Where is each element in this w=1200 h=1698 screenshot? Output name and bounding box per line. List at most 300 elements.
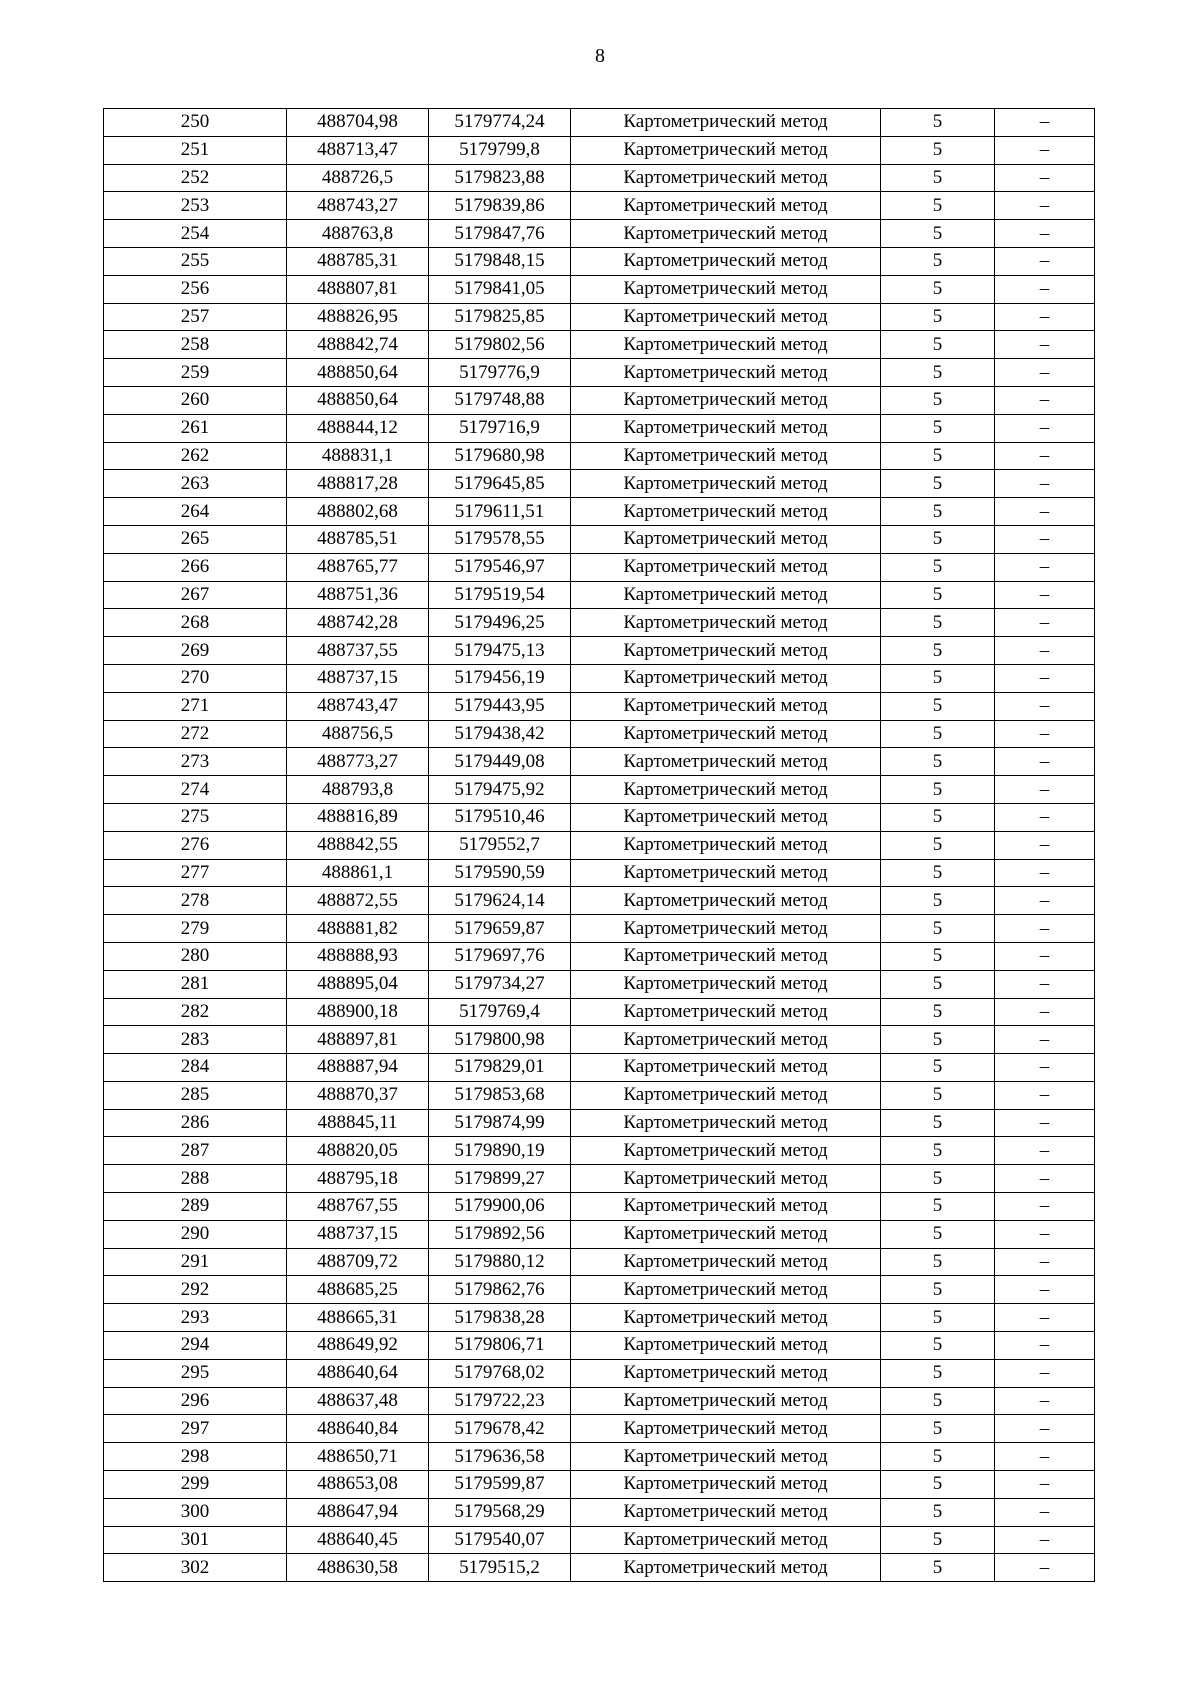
cell-accuracy: 5 [881,164,995,192]
cell-coordinate-x: 488640,84 [287,1415,429,1443]
cell-accuracy: 5 [881,748,995,776]
cell-coordinate-x: 488816,89 [287,803,429,831]
cell-accuracy: 5 [881,803,995,831]
cell-accuracy: 5 [881,776,995,804]
cell-point-number: 265 [104,525,287,553]
cell-note: – [995,136,1095,164]
cell-note: – [995,303,1095,331]
cell-accuracy: 5 [881,470,995,498]
cell-note: – [995,942,1095,970]
cell-method: Картометрический метод [571,859,881,887]
cell-method: Картометрический метод [571,192,881,220]
table-row [104,331,1095,359]
cell-accuracy: 5 [881,442,995,470]
cell-point-number: 282 [104,998,287,1026]
cell-point-number: 272 [104,720,287,748]
cell-method: Картометрический метод [571,831,881,859]
cell-accuracy: 5 [881,1526,995,1554]
cell-note: – [995,859,1095,887]
table-row [104,220,1095,248]
cell-note: – [995,1248,1095,1276]
cell-method: Картометрический метод [571,803,881,831]
cell-method: Картометрический метод [571,664,881,692]
cell-note: – [995,970,1095,998]
cell-coordinate-y: 5179519,54 [429,581,571,609]
cell-coordinate-y: 5179475,92 [429,776,571,804]
cell-coordinate-x: 488704,98 [287,109,429,137]
cell-coordinate-x: 488773,27 [287,748,429,776]
cell-point-number: 302 [104,1554,287,1582]
cell-coordinate-x: 488831,1 [287,442,429,470]
cell-method: Картометрический метод [571,247,881,275]
cell-coordinate-x: 488844,12 [287,414,429,442]
cell-accuracy: 5 [881,1332,995,1360]
cell-point-number: 297 [104,1415,287,1443]
table-row [104,609,1095,637]
cell-accuracy: 5 [881,1498,995,1526]
table-row [104,470,1095,498]
cell-method: Картометрический метод [571,1359,881,1387]
cell-note: – [995,1443,1095,1471]
cell-coordinate-x: 488872,55 [287,887,429,915]
table-row [104,1443,1095,1471]
table-row [104,1054,1095,1082]
cell-coordinate-y: 5179802,56 [429,331,571,359]
table-row [104,1220,1095,1248]
cell-accuracy: 5 [881,831,995,859]
cell-coordinate-y: 5179456,19 [429,664,571,692]
cell-accuracy: 5 [881,220,995,248]
cell-accuracy: 5 [881,192,995,220]
cell-coordinate-x: 488870,37 [287,1081,429,1109]
cell-accuracy: 5 [881,553,995,581]
cell-note: – [995,581,1095,609]
cell-coordinate-x: 488640,64 [287,1359,429,1387]
cell-coordinate-x: 488751,36 [287,581,429,609]
table-row [104,386,1095,414]
cell-note: – [995,1276,1095,1304]
cell-coordinate-x: 488653,08 [287,1471,429,1499]
cell-point-number: 268 [104,609,287,637]
cell-point-number: 300 [104,1498,287,1526]
cell-coordinate-y: 5179862,76 [429,1276,571,1304]
cell-point-number: 298 [104,1443,287,1471]
cell-point-number: 287 [104,1137,287,1165]
cell-coordinate-x: 488881,82 [287,915,429,943]
cell-accuracy: 5 [881,942,995,970]
cell-note: – [995,192,1095,220]
cell-coordinate-x: 488743,47 [287,692,429,720]
cell-coordinate-y: 5179496,25 [429,609,571,637]
cell-method: Картометрический метод [571,525,881,553]
cell-coordinate-y: 5179568,29 [429,1498,571,1526]
table-row [104,1471,1095,1499]
coordinates-table-body [104,109,1095,1582]
cell-accuracy: 5 [881,414,995,442]
cell-point-number: 255 [104,247,287,275]
cell-coordinate-y: 5179841,05 [429,275,571,303]
cell-method: Картометрический метод [571,164,881,192]
cell-point-number: 292 [104,1276,287,1304]
cell-accuracy: 5 [881,1359,995,1387]
cell-coordinate-x: 488737,15 [287,664,429,692]
cell-note: – [995,247,1095,275]
cell-accuracy: 5 [881,637,995,665]
cell-note: – [995,359,1095,387]
page-number: 8 [595,45,605,67]
table-row [104,637,1095,665]
cell-coordinate-y: 5179438,42 [429,720,571,748]
cell-accuracy: 5 [881,1304,995,1332]
cell-accuracy: 5 [881,1248,995,1276]
cell-method: Картометрический метод [571,1498,881,1526]
cell-method: Картометрический метод [571,1332,881,1360]
cell-coordinate-y: 5179515,2 [429,1554,571,1582]
cell-coordinate-y: 5179599,87 [429,1471,571,1499]
cell-point-number: 257 [104,303,287,331]
cell-note: – [995,1026,1095,1054]
table-row [104,359,1095,387]
table-row [104,1526,1095,1554]
cell-method: Картометрический метод [571,1526,881,1554]
cell-note: – [995,1193,1095,1221]
coordinates-table [103,108,1095,1582]
table-row [104,887,1095,915]
cell-accuracy: 5 [881,692,995,720]
cell-method: Картометрический метод [571,915,881,943]
cell-coordinate-y: 5179800,98 [429,1026,571,1054]
cell-note: – [995,1471,1095,1499]
cell-coordinate-x: 488826,95 [287,303,429,331]
cell-coordinate-y: 5179590,59 [429,859,571,887]
cell-note: – [995,442,1095,470]
cell-point-number: 251 [104,136,287,164]
cell-coordinate-x: 488649,92 [287,1332,429,1360]
cell-point-number: 258 [104,331,287,359]
cell-point-number: 286 [104,1109,287,1137]
cell-point-number: 294 [104,1332,287,1360]
cell-accuracy: 5 [881,136,995,164]
cell-point-number: 277 [104,859,287,887]
cell-coordinate-x: 488861,1 [287,859,429,887]
cell-coordinate-x: 488756,5 [287,720,429,748]
cell-method: Картометрический метод [571,1387,881,1415]
cell-accuracy: 5 [881,303,995,331]
cell-method: Картометрический метод [571,1248,881,1276]
cell-coordinate-y: 5179838,28 [429,1304,571,1332]
cell-coordinate-y: 5179799,8 [429,136,571,164]
cell-method: Картометрический метод [571,720,881,748]
cell-point-number: 252 [104,164,287,192]
cell-accuracy: 5 [881,1554,995,1582]
cell-coordinate-x: 488640,45 [287,1526,429,1554]
cell-accuracy: 5 [881,1276,995,1304]
cell-accuracy: 5 [881,1471,995,1499]
cell-method: Картометрический метод [571,1081,881,1109]
table-row [104,1498,1095,1526]
cell-method: Картометрический метод [571,1471,881,1499]
cell-note: – [995,637,1095,665]
cell-coordinate-x: 488743,27 [287,192,429,220]
cell-method: Картометрический метод [571,359,881,387]
cell-note: – [995,1137,1095,1165]
cell-note: – [995,470,1095,498]
cell-note: – [995,831,1095,859]
cell-coordinate-x: 488807,81 [287,275,429,303]
cell-method: Картометрический метод [571,220,881,248]
cell-coordinate-x: 488630,58 [287,1554,429,1582]
cell-method: Картометрический метод [571,581,881,609]
cell-accuracy: 5 [881,664,995,692]
table-row [104,136,1095,164]
cell-point-number: 291 [104,1248,287,1276]
cell-note: – [995,720,1095,748]
cell-note: – [995,1526,1095,1554]
cell-point-number: 278 [104,887,287,915]
table-row [104,803,1095,831]
cell-coordinate-y: 5179722,23 [429,1387,571,1415]
cell-note: – [995,164,1095,192]
cell-coordinate-y: 5179449,08 [429,748,571,776]
cell-coordinate-y: 5179645,85 [429,470,571,498]
table-row [104,1248,1095,1276]
cell-note: – [995,692,1095,720]
cell-coordinate-y: 5179697,76 [429,942,571,970]
cell-note: – [995,331,1095,359]
cell-method: Картометрический метод [571,692,881,720]
cell-point-number: 254 [104,220,287,248]
table-row [104,247,1095,275]
cell-method: Картометрический метод [571,442,881,470]
cell-note: – [995,776,1095,804]
cell-method: Картометрический метод [571,1554,881,1582]
cell-coordinate-x: 488665,31 [287,1304,429,1332]
table-row [104,859,1095,887]
cell-coordinate-y: 5179680,98 [429,442,571,470]
table-row [104,970,1095,998]
cell-coordinate-x: 488845,11 [287,1109,429,1137]
table-row [104,581,1095,609]
table-row [104,1137,1095,1165]
cell-point-number: 266 [104,553,287,581]
cell-point-number: 285 [104,1081,287,1109]
cell-coordinate-x: 488685,25 [287,1276,429,1304]
cell-method: Картометрический метод [571,275,881,303]
cell-coordinate-y: 5179624,14 [429,887,571,915]
cell-accuracy: 5 [881,331,995,359]
cell-note: – [995,1081,1095,1109]
cell-coordinate-y: 5179716,9 [429,414,571,442]
cell-coordinate-y: 5179890,19 [429,1137,571,1165]
cell-accuracy: 5 [881,859,995,887]
cell-coordinate-x: 488767,55 [287,1193,429,1221]
cell-accuracy: 5 [881,581,995,609]
cell-coordinate-x: 488900,18 [287,998,429,1026]
cell-point-number: 284 [104,1054,287,1082]
cell-accuracy: 5 [881,1193,995,1221]
cell-accuracy: 5 [881,970,995,998]
cell-coordinate-x: 488793,8 [287,776,429,804]
cell-coordinate-x: 488842,74 [287,331,429,359]
table-row [104,692,1095,720]
cell-coordinate-x: 488637,48 [287,1387,429,1415]
cell-method: Картометрический метод [571,303,881,331]
table-row [104,109,1095,137]
cell-accuracy: 5 [881,720,995,748]
cell-point-number: 264 [104,498,287,526]
cell-accuracy: 5 [881,275,995,303]
cell-coordinate-y: 5179611,51 [429,498,571,526]
cell-coordinate-y: 5179769,4 [429,998,571,1026]
cell-note: – [995,525,1095,553]
cell-accuracy: 5 [881,1415,995,1443]
cell-coordinate-y: 5179636,58 [429,1443,571,1471]
cell-accuracy: 5 [881,887,995,915]
cell-note: – [995,803,1095,831]
cell-coordinate-y: 5179853,68 [429,1081,571,1109]
table-row [104,998,1095,1026]
cell-note: – [995,553,1095,581]
table-row [104,748,1095,776]
cell-method: Картометрический метод [571,553,881,581]
cell-point-number: 267 [104,581,287,609]
cell-accuracy: 5 [881,1443,995,1471]
cell-method: Картометрический метод [571,498,881,526]
cell-method: Картометрический метод [571,386,881,414]
cell-coordinate-y: 5179540,07 [429,1526,571,1554]
cell-accuracy: 5 [881,1081,995,1109]
cell-point-number: 263 [104,470,287,498]
table-row [104,303,1095,331]
cell-point-number: 250 [104,109,287,137]
cell-coordinate-y: 5179900,06 [429,1193,571,1221]
cell-method: Картометрический метод [571,637,881,665]
cell-coordinate-x: 488650,71 [287,1443,429,1471]
cell-coordinate-x: 488713,47 [287,136,429,164]
table-row [104,1165,1095,1193]
cell-note: – [995,498,1095,526]
cell-coordinate-y: 5179776,9 [429,359,571,387]
table-row [104,553,1095,581]
cell-note: – [995,609,1095,637]
cell-method: Картометрический метод [571,414,881,442]
cell-method: Картометрический метод [571,1137,881,1165]
cell-note: – [995,109,1095,137]
cell-coordinate-y: 5179734,27 [429,970,571,998]
cell-note: – [995,664,1095,692]
table-row [104,915,1095,943]
cell-point-number: 253 [104,192,287,220]
cell-method: Картометрический метод [571,998,881,1026]
table-row [104,498,1095,526]
cell-note: – [995,1304,1095,1332]
table-row [104,1359,1095,1387]
cell-method: Картометрический метод [571,970,881,998]
cell-point-number: 274 [104,776,287,804]
cell-coordinate-y: 5179443,95 [429,692,571,720]
cell-coordinate-y: 5179829,01 [429,1054,571,1082]
cell-note: – [995,220,1095,248]
cell-method: Картометрический метод [571,609,881,637]
cell-coordinate-x: 488795,18 [287,1165,429,1193]
cell-point-number: 295 [104,1359,287,1387]
cell-method: Картометрический метод [571,1054,881,1082]
cell-coordinate-x: 488850,64 [287,386,429,414]
cell-coordinate-x: 488765,77 [287,553,429,581]
cell-point-number: 290 [104,1220,287,1248]
cell-method: Картометрический метод [571,1109,881,1137]
cell-coordinate-y: 5179678,42 [429,1415,571,1443]
cell-coordinate-y: 5179578,55 [429,525,571,553]
cell-point-number: 270 [104,664,287,692]
cell-accuracy: 5 [881,498,995,526]
table-row [104,1554,1095,1582]
table-row [104,1332,1095,1360]
cell-method: Картометрический метод [571,1165,881,1193]
cell-coordinate-y: 5179659,87 [429,915,571,943]
cell-point-number: 296 [104,1387,287,1415]
cell-method: Картометрический метод [571,1220,881,1248]
table-row [104,192,1095,220]
cell-note: – [995,915,1095,943]
table-row [104,164,1095,192]
cell-note: – [995,1387,1095,1415]
cell-coordinate-y: 5179899,27 [429,1165,571,1193]
table-row [104,942,1095,970]
cell-accuracy: 5 [881,1387,995,1415]
cell-accuracy: 5 [881,525,995,553]
cell-accuracy: 5 [881,1137,995,1165]
table-row [104,776,1095,804]
cell-coordinate-x: 488887,94 [287,1054,429,1082]
table-row [104,1415,1095,1443]
cell-note: – [995,1554,1095,1582]
cell-coordinate-x: 488737,55 [287,637,429,665]
cell-accuracy: 5 [881,247,995,275]
cell-coordinate-x: 488763,8 [287,220,429,248]
cell-method: Картометрический метод [571,1193,881,1221]
cell-accuracy: 5 [881,1109,995,1137]
table-row [104,414,1095,442]
cell-coordinate-x: 488888,93 [287,942,429,970]
cell-accuracy: 5 [881,1026,995,1054]
cell-coordinate-x: 488817,28 [287,470,429,498]
cell-method: Картометрический метод [571,136,881,164]
cell-point-number: 261 [104,414,287,442]
table-row [104,1304,1095,1332]
table-row [104,1026,1095,1054]
table-row [104,664,1095,692]
table-row [104,1109,1095,1137]
cell-coordinate-y: 5179839,86 [429,192,571,220]
table-row [104,1193,1095,1221]
cell-coordinate-x: 488742,28 [287,609,429,637]
cell-coordinate-y: 5179748,88 [429,386,571,414]
cell-point-number: 293 [104,1304,287,1332]
cell-coordinate-y: 5179510,46 [429,803,571,831]
table-row [104,1081,1095,1109]
cell-note: – [995,1054,1095,1082]
cell-coordinate-x: 488737,15 [287,1220,429,1248]
cell-point-number: 276 [104,831,287,859]
cell-point-number: 289 [104,1193,287,1221]
cell-coordinate-y: 5179847,76 [429,220,571,248]
cell-coordinate-y: 5179848,15 [429,247,571,275]
cell-accuracy: 5 [881,109,995,137]
cell-method: Картометрический метод [571,942,881,970]
cell-point-number: 288 [104,1165,287,1193]
cell-note: – [995,1498,1095,1526]
